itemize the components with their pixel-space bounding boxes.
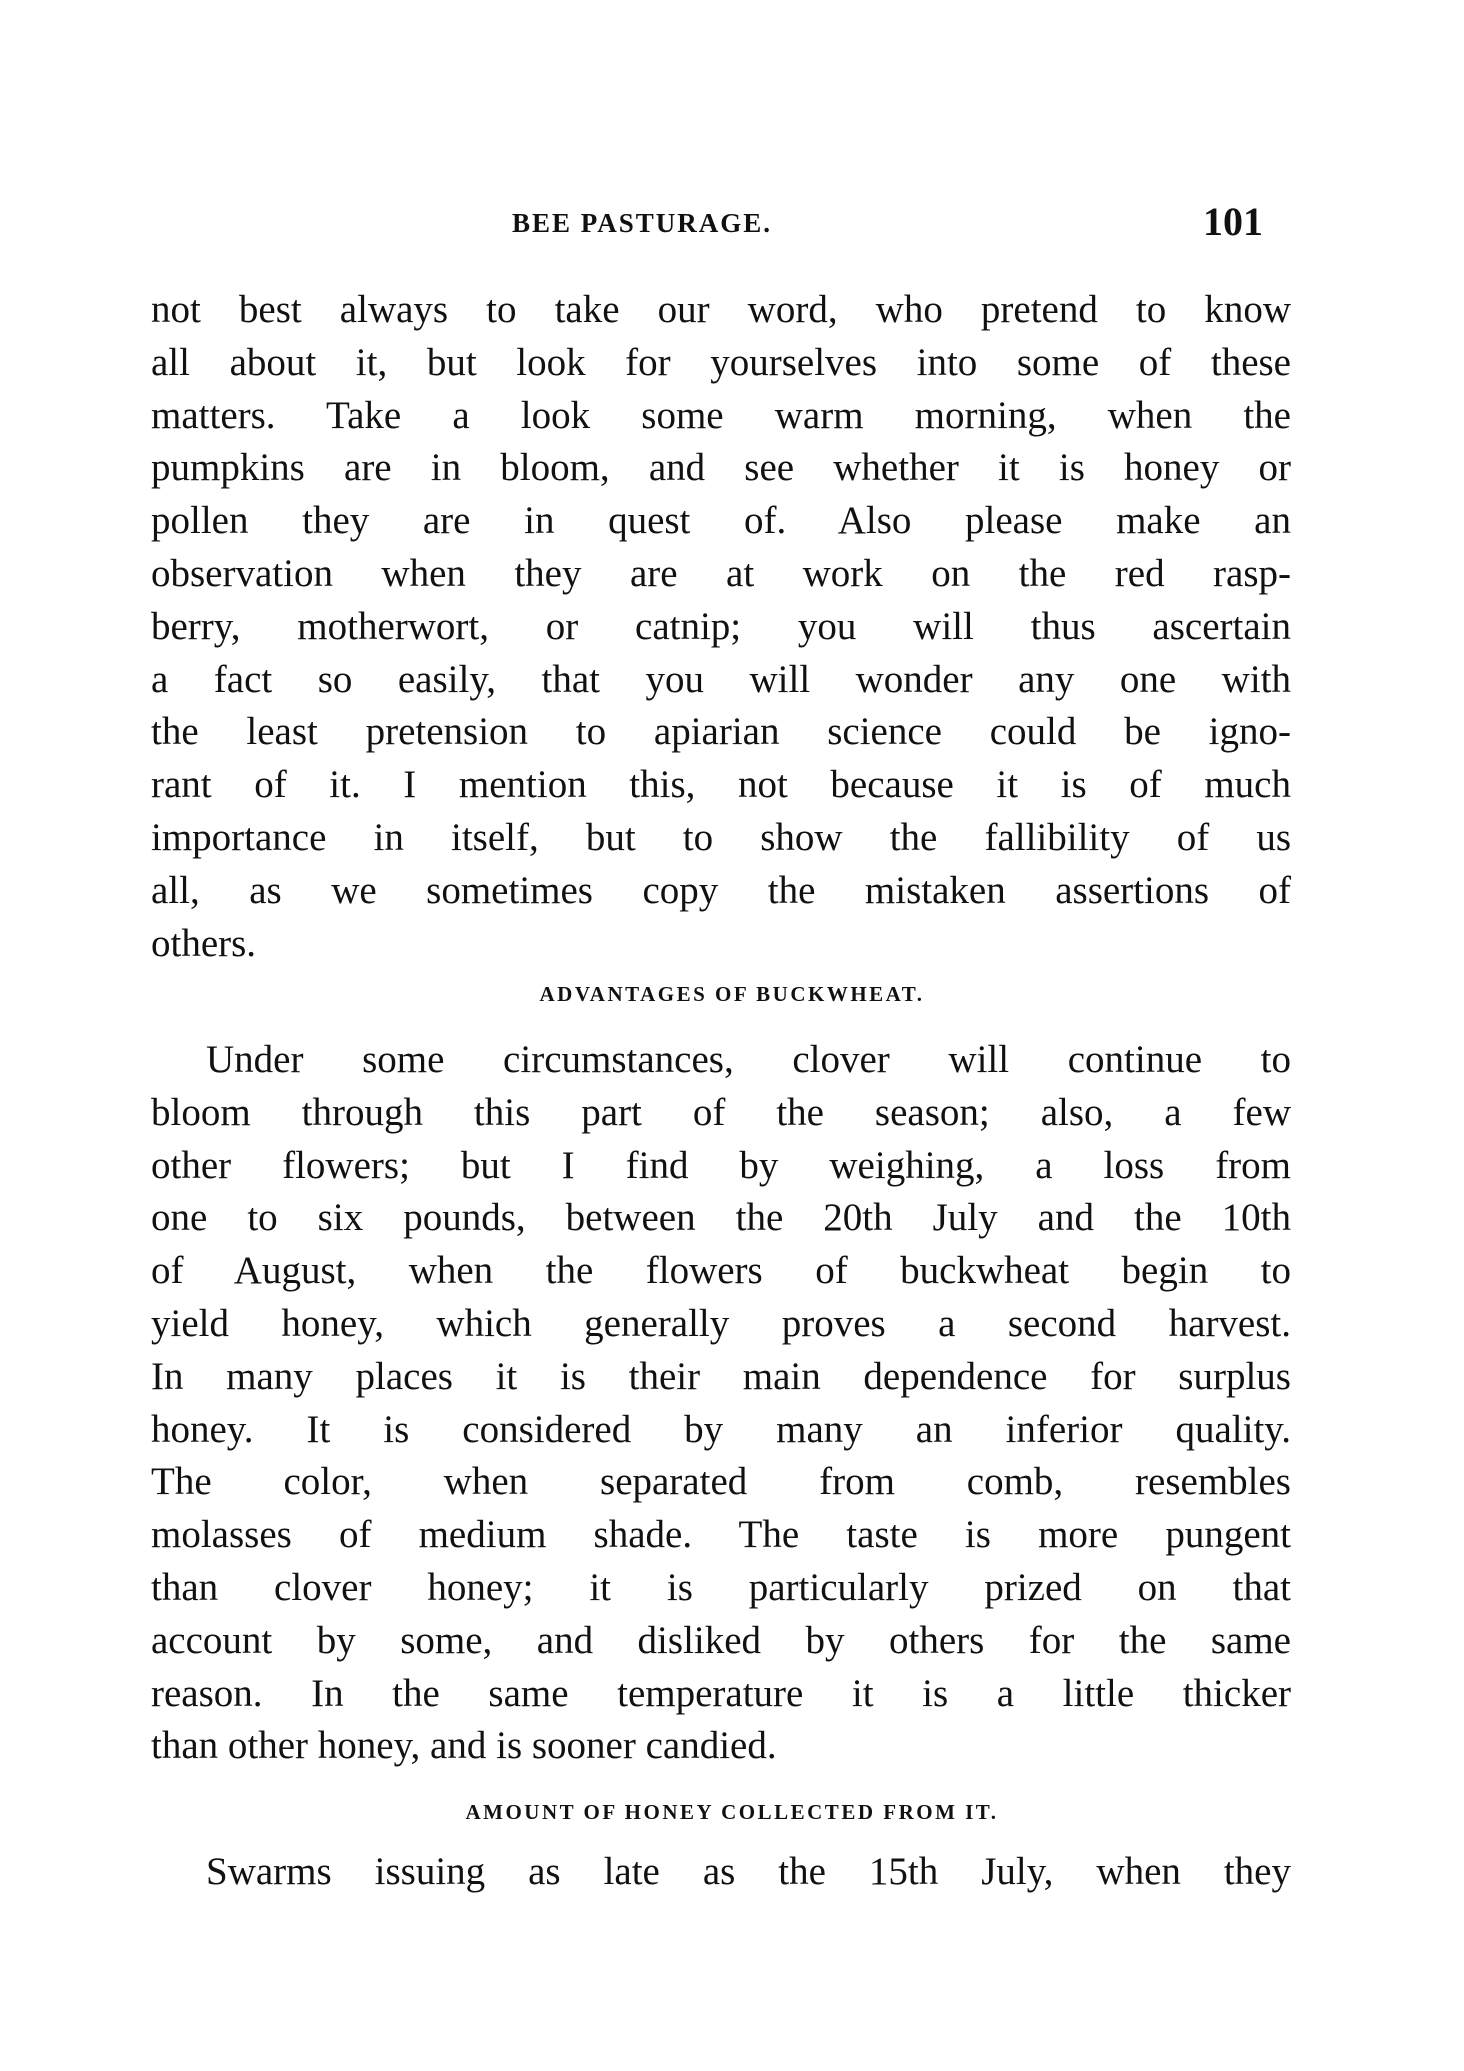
page-number: 101 (1203, 199, 1263, 244)
paragraph-2 (151, 1034, 1291, 1773)
text-line: pumpkins are in bloom, and see whether it is honey or (151, 446, 1291, 490)
text-line: all, as we sometimes copy the mistaken assertions of (151, 868, 1291, 912)
text-line: than other honey, and is sooner candied. (151, 1724, 777, 1768)
text-line: the least pretension to apiarian science could be igno- (151, 710, 1291, 754)
text-line: all about it, but look for yourselves into some of these (151, 340, 1291, 384)
text-line: a fact so easily, that you will wonder any one with (151, 657, 1291, 701)
text-line: rant of it. I mention this, not because it is of much (151, 763, 1291, 807)
text-line: others. (151, 921, 257, 965)
text-line: reason. In the same temperature it is a little thicker (151, 1671, 1291, 1715)
text-line: honey. It is considered by many an inferior quality. (151, 1407, 1291, 1451)
text-line: one to six pounds, between the 20th July and the 10th (151, 1196, 1291, 1240)
paragraph-3 (151, 1846, 1291, 1899)
text-line: pollen they are in quest of. Also please make an (151, 499, 1291, 543)
text-line: Swarms issuing as late as the 15th July, when they (206, 1850, 1291, 1893)
text-line: observation when they are at work on the red rasp- (151, 551, 1291, 595)
text-line: account by some, and disliked by others for the same (151, 1618, 1291, 1662)
running-title: BEE PASTURAGE. (512, 208, 773, 238)
text-line: bloom through this part of the season; also, a few (151, 1090, 1291, 1134)
text-line: berry, motherwort, or catnip; you will thus ascertain (151, 604, 1291, 648)
text-line: In many places it is their main dependence for surplus (151, 1354, 1291, 1398)
text-line: yield honey, which generally proves a second harvest. (151, 1301, 1291, 1345)
text-line: matters. Take a look some warm morning, when the (151, 393, 1291, 437)
text-line: Under some circumstances, clover will continue to (206, 1038, 1291, 1081)
section-heading-buckwheat: ADVANTAGES OF BUCKWHEAT. (539, 982, 925, 1006)
text-line: The color, when separated from comb, resembles (151, 1460, 1291, 1504)
paragraph-1 (151, 284, 1291, 970)
text-line: not best always to take our word, who pretend to know (151, 288, 1291, 331)
text-line: importance in itself, but to show the fallibility of us (151, 815, 1291, 859)
text-line: of August, when the flowers of buckwheat begin to (151, 1249, 1291, 1293)
section-heading-amount: AMOUNT OF HONEY COLLECTED FROM IT. (465, 1800, 999, 1824)
text-line: than clover honey; it is particularly prized on that (151, 1565, 1291, 1609)
text-line: molasses of medium shade. The taste is more pungent (151, 1513, 1291, 1557)
text-line: other flowers; but I find by weighing, a loss from (151, 1143, 1291, 1187)
